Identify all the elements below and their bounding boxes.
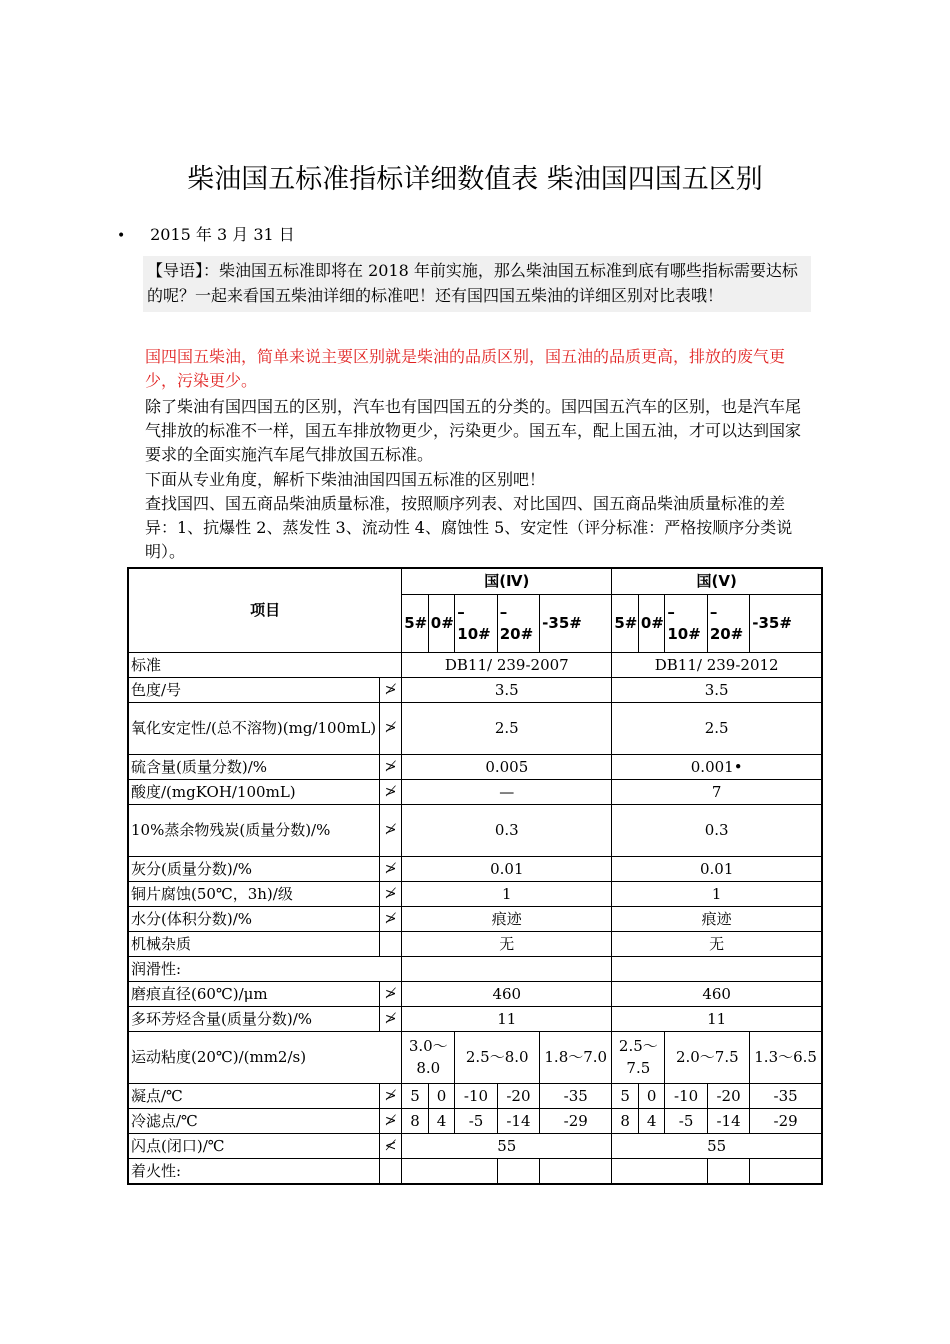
g5-standard: DB11/ 239-2012 — [612, 652, 822, 677]
limit-symbol: ≯ — [379, 779, 401, 804]
g5-value: 0.01 — [612, 856, 822, 881]
grade-header: –20# — [707, 594, 749, 652]
paragraph-3: 查找国四、国五商品柴油质量标准，按照顺序列表、对比国四、国五商品柴油质量标准的差异：1、抗爆性 2、蒸发性 3、流动性 4、腐蚀性 5、安定性（评分标准：严格按顺序分类说明）。 — [145, 494, 793, 561]
row-label: 多环芳烃含量(质量分数)/% — [128, 1006, 379, 1031]
empty-cell — [497, 1158, 539, 1184]
row-label: 灰分(质量分数)/% — [128, 856, 379, 881]
row-label: 磨痕直径(60℃)/μm — [128, 981, 379, 1006]
g4-viscosity: 2.5～8.0 — [455, 1031, 540, 1083]
g5-value: 2.5 — [612, 702, 822, 754]
empty-cell — [540, 1158, 612, 1184]
item-header: 项目 — [128, 568, 402, 652]
pour-value: 0 — [638, 1083, 665, 1108]
row-label: 凝点/℃ — [128, 1083, 379, 1108]
cfpp-value: -14 — [707, 1108, 749, 1133]
limit-symbol: ≯ — [379, 881, 401, 906]
limit-symbol: ≯ — [379, 1006, 401, 1031]
g5-value: 1 — [612, 881, 822, 906]
row-label: 铜片腐蚀(50℃，3h)/级 — [128, 881, 379, 906]
bullet-icon: • — [117, 228, 126, 244]
row-label: 氧化安定性/(总不溶物)(mg/100mL) — [128, 702, 379, 754]
g4-value: 0.01 — [402, 856, 612, 881]
cfpp-value: 4 — [428, 1108, 455, 1133]
g5-value: 7 — [612, 779, 822, 804]
g5-viscosity: 2.5～7.5 — [612, 1031, 665, 1083]
g4-value: 0.3 — [402, 804, 612, 856]
g5-value: 痕迹 — [612, 906, 822, 931]
grade-header: 5# — [402, 594, 429, 652]
limit-symbol: ≯ — [379, 804, 401, 856]
date-item — [117, 222, 295, 245]
g4-value: — — [402, 779, 612, 804]
empty-cell — [379, 1158, 401, 1184]
pour-value: -10 — [455, 1083, 497, 1108]
grade-header: -35# — [540, 594, 612, 652]
row-label: 着火性: — [128, 1158, 379, 1184]
row-label: 冷滤点/℃ — [128, 1108, 379, 1133]
grade-header: –20# — [497, 594, 539, 652]
cfpp-value: -14 — [497, 1108, 539, 1133]
limit-symbol: ≯ — [379, 1108, 401, 1133]
grade-header: –10# — [665, 594, 707, 652]
date-text: 2015 年 3 月 31 日 — [150, 225, 295, 244]
g4-value: 460 — [402, 981, 612, 1006]
cfpp-value: -29 — [540, 1108, 612, 1133]
pour-value: 5 — [402, 1083, 429, 1108]
row-label: 水分(体积分数)/% — [128, 906, 379, 931]
intro-guide: 【导语】：柴油国五标准即将在 2018 年前实施，那么柴油国五标准到底有哪些指标需要达标的呢？一起来看国五柴油详细的标准吧！还有国四国五柴油的详细区别对比表哦！ — [143, 256, 811, 312]
page-title: 柴油国五标准指标详细数值表 柴油国四国五区别 — [187, 164, 763, 195]
cfpp-value: -5 — [455, 1108, 497, 1133]
cfpp-value: -5 — [665, 1108, 707, 1133]
spec-table — [127, 567, 823, 1185]
row-label: 酸度/(mgKOH/100mL) — [128, 779, 379, 804]
limit-symbol: ≯ — [379, 754, 401, 779]
limit-symbol: ≯ — [379, 906, 401, 931]
grade-header: –10# — [455, 594, 497, 652]
limit-symbol: ≯ — [379, 981, 401, 1006]
g5-value: 11 — [612, 1006, 822, 1031]
g5-value: 0.001• — [612, 754, 822, 779]
g5-header: 国(Ⅴ) — [612, 568, 822, 594]
cfpp-value: 8 — [612, 1108, 639, 1133]
g5-value: 55 — [612, 1133, 822, 1158]
highlight-paragraph: 国四国五柴油，简单来说主要区别就是柴油的品质区别，国五油的品质更高，排放的废气更少，污染更少。 — [145, 347, 786, 390]
cfpp-value: 4 — [638, 1108, 665, 1133]
g4-standard: DB11/ 239-2007 — [402, 652, 612, 677]
cfpp-value: 8 — [402, 1108, 429, 1133]
g4-header: 国(Ⅳ) — [402, 568, 612, 594]
limit-symbol: ≯ — [379, 702, 401, 754]
limit-symbol: ≮ — [379, 1133, 401, 1158]
g4-value: 3.5 — [402, 677, 612, 702]
row-label: 运动粘度(20℃)/(mm2/s) — [128, 1031, 402, 1083]
pour-value: 0 — [428, 1083, 455, 1108]
g4-value: 2.5 — [402, 702, 612, 754]
row-label: 硫含量(质量分数)/% — [128, 754, 379, 779]
row-label: 标准 — [128, 652, 402, 677]
empty-cell — [707, 1158, 749, 1184]
g4-value — [402, 956, 612, 981]
empty-cell — [750, 1158, 822, 1184]
cfpp-value: -29 — [750, 1108, 822, 1133]
pour-value: 5 — [612, 1083, 639, 1108]
limit-symbol: ≯ — [379, 856, 401, 881]
pour-value: -35 — [540, 1083, 612, 1108]
empty-cell — [612, 1158, 707, 1184]
empty-cell — [402, 1158, 497, 1184]
grade-header: 5# — [612, 594, 639, 652]
pour-value: -20 — [707, 1083, 749, 1108]
g5-viscosity: 2.0～7.5 — [665, 1031, 750, 1083]
paragraph-1: 除了柴油有国四国五的区别，汽车也有国四国五的分类的。国四国五汽车的区别，也是汽车尾气排放的标准不一样，国五车排放物更少，污染更少。国五车，配上国五油，才可以达到国家要求的全面实施汽车尾气排放国五标准。 — [145, 397, 802, 464]
row-label: 闪点(闭口)/℃ — [128, 1133, 379, 1158]
g4-value: 无 — [402, 931, 612, 956]
limit-symbol: ≯ — [379, 677, 401, 702]
g4-viscosity: 3.0～8.0 — [402, 1031, 455, 1083]
g5-value: 3.5 — [612, 677, 822, 702]
g4-value: 1 — [402, 881, 612, 906]
limit-symbol — [379, 931, 401, 956]
grade-header: 0# — [428, 594, 455, 652]
g4-value: 0.005 — [402, 754, 612, 779]
g4-value: 55 — [402, 1133, 612, 1158]
g4-viscosity: 1.8～7.0 — [540, 1031, 612, 1083]
g5-value — [612, 956, 822, 981]
grade-header: -35# — [750, 594, 822, 652]
g5-value: 0.3 — [612, 804, 822, 856]
row-label: 机械杂质 — [128, 931, 379, 956]
pour-value: -20 — [497, 1083, 539, 1108]
row-label: 润滑性: — [128, 956, 402, 981]
limit-symbol: ≯ — [379, 1083, 401, 1108]
g5-value: 无 — [612, 931, 822, 956]
grade-header: 0# — [638, 594, 665, 652]
paragraph-2: 下面从专业角度，解析下柴油油国四国五标准的区别吧！ — [145, 470, 546, 489]
pour-value: -10 — [665, 1083, 707, 1108]
row-label: 色度/号 — [128, 677, 379, 702]
g4-value: 痕迹 — [402, 906, 612, 931]
g5-viscosity: 1.3～6.5 — [750, 1031, 822, 1083]
pour-value: -35 — [750, 1083, 822, 1108]
g4-value: 11 — [402, 1006, 612, 1031]
g5-value: 460 — [612, 981, 822, 1006]
row-label: 10%蒸余物残炭(质量分数)/% — [128, 804, 379, 856]
